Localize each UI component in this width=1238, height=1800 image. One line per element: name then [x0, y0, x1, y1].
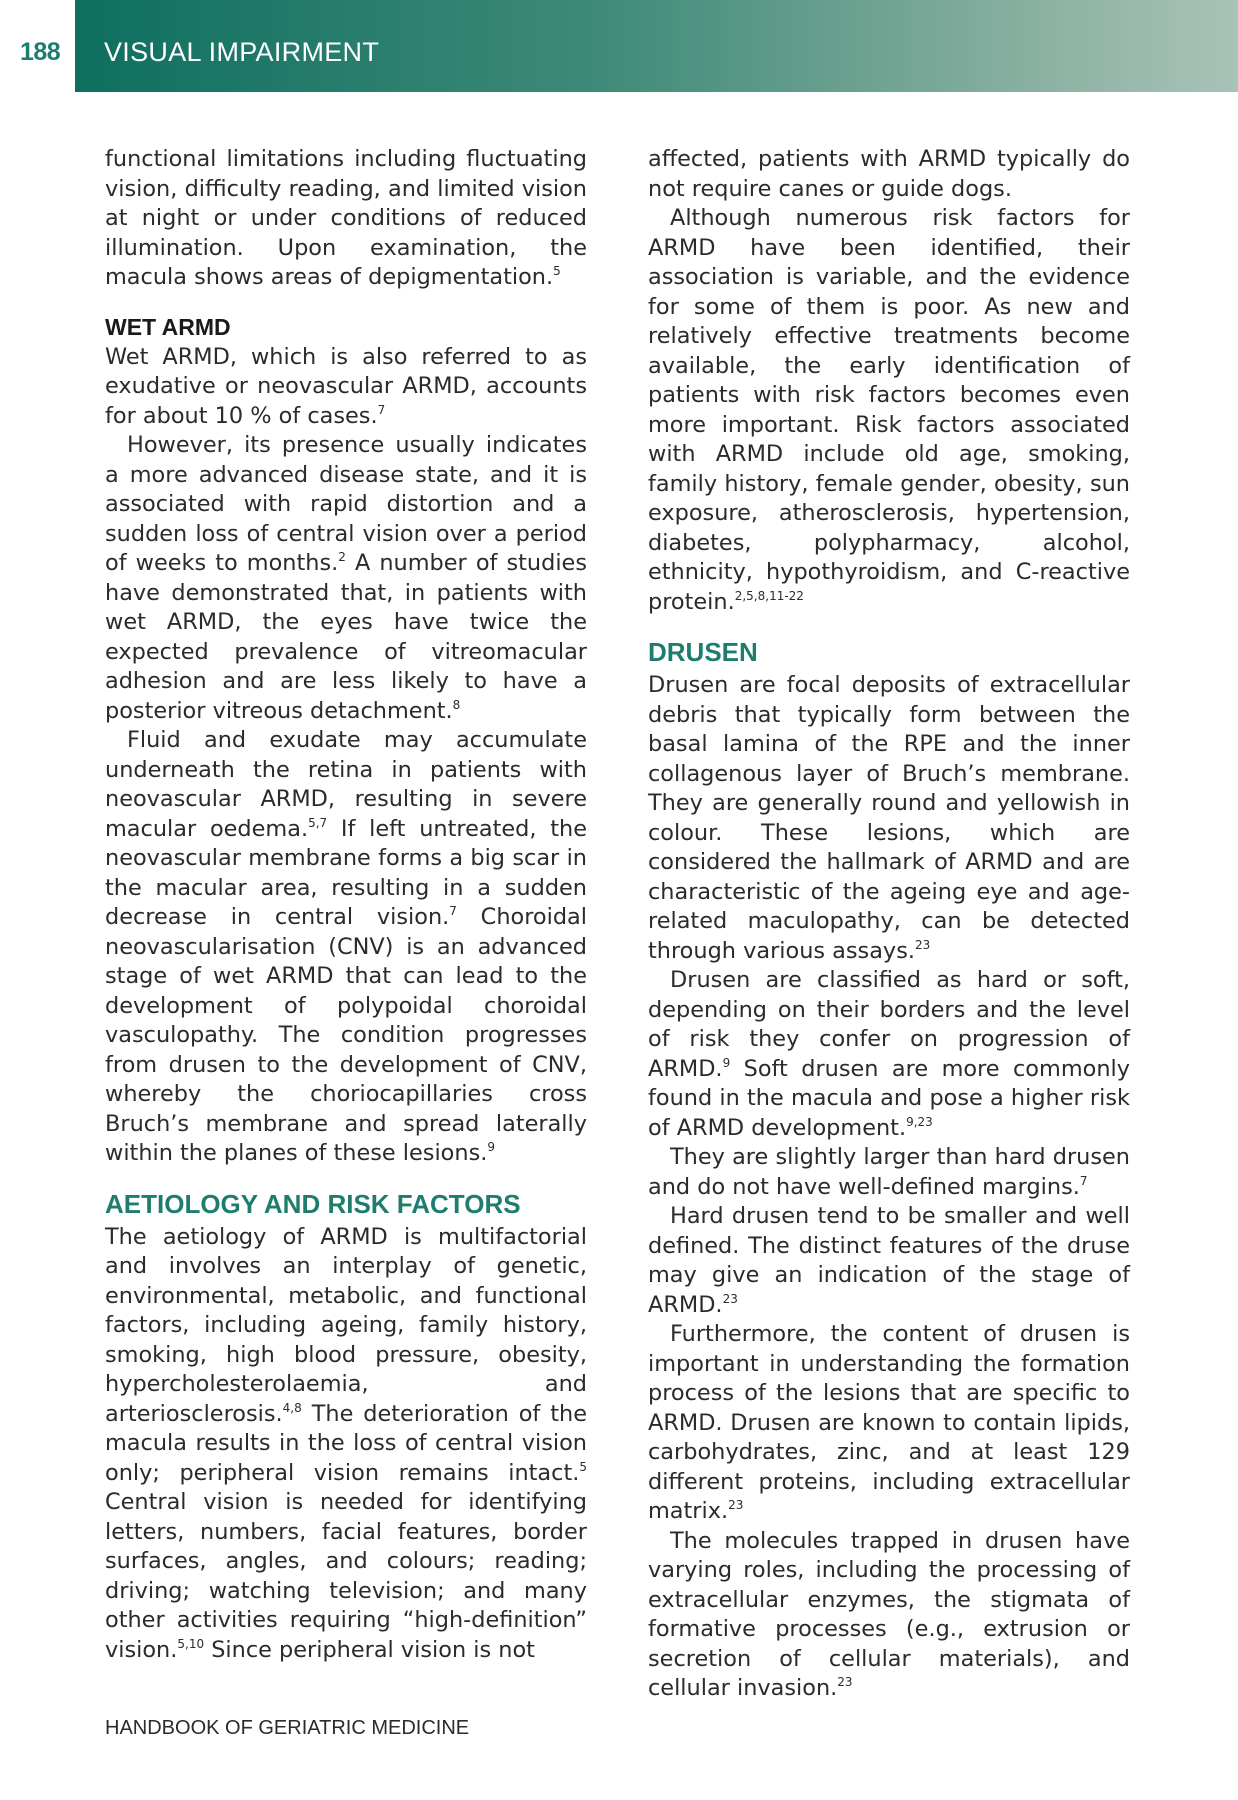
- page-footer: HANDBOOK OF GERIATRIC MEDICINE: [105, 1717, 470, 1739]
- paragraph: Wet ARMD, which is also referred to as exudative or neovascular ARMD, accounts for about 10 % of cases.$^7$: [105, 343, 587, 429]
- running-title: VISUAL IMPAIRMENT: [104, 37, 380, 67]
- left-column: [105, 145, 587, 1665]
- right-column: [648, 145, 1130, 1704]
- paragraph: However, its presence usually indicates a more advanced disease state, and it is associated with rapid distortion and a sudden loss of central vision over a period of weeks to months.$^2$ A number of studies have demonstrated that, in patients with wet ARMD, the eyes have twice the expected prevalence of vitreomacular adhesion and are less likely to have a posterior vitreous detachment.$^8$: [105, 432, 587, 724]
- paragraph: Drusen are focal deposits of extracellular debris that typically form between the basal lamina of the RPE and the inner collagenous layer of Bruch’s membrane. They are generally round and yellowish in colour. These lesions, which are considered the hallmark of ARMD and are characteristic of the ageing eye and age-related maculopathy, can be detected through various assays.$^{23}$: [648, 672, 1130, 964]
- aetiology-heading: AETIOLOGY AND RISK FACTORS: [105, 1188, 521, 1219]
- wet-armd-heading: WET ARMD: [105, 313, 231, 340]
- paragraph: They are slightly larger than hard drusen and do not have well-defined margins.$^7$: [648, 1144, 1130, 1200]
- page-number: 188: [20, 38, 61, 66]
- paragraph: Hard drusen tend to be smaller and well defined. The distinct features of the druse may give an indication of the stage of ARMD.$^{23}$: [648, 1203, 1130, 1318]
- paragraph: Fluid and exudate may accumulate underneath the retina in patients with neovascular ARMD, resulting in severe macular oedema.$^{5,7}$ If left untreated, the neovascular membrane forms a big scar in the macular area, resulting in a sudden decrease in central vision.$^7$ Choroidal neovascularisation (CNV) is an advanced stage of wet ARMD that can lead to the development of polypoidal choroidal vasculopathy. The condition progresses from drusen to the development of CNV, whereby the choriocapillaries cross Bruch’s membrane and spread laterally within the planes of these lesions.$^9$: [105, 727, 587, 1166]
- paragraph: Furthermore, the content of drusen is important in understanding the formation process of the lesions that are specific to ARMD. Drusen are known to contain lipids, carbohydrates, zinc, and at least 129 different proteins, including extracellular matrix.$^{23}$: [648, 1321, 1130, 1524]
- paragraph: Although numerous risk factors for ARMD have been identified, their association is variable, and the evidence for some of them is poor. As new and relatively effective treatments become available, the early identification of patients with risk factors becomes even more important. Risk factors associated with ARMD include old age, smoking, family history, female gender, obesity, sun exposure, atherosclerosis, hypertension, diabetes, polypharmacy, alcohol, ethnicity, hypothyroidism, and C-reactive protein.$^{2,5,8,11-22}$: [648, 205, 1130, 615]
- paragraph: The molecules trapped in drusen have varying roles, including the processing of extracellular enzymes, the stigmata of formative processes (e.g., extrusion or secretion of cellular materials), and cellular invasion.$^{23}$: [648, 1527, 1130, 1701]
- page-header: [0, 0, 1238, 92]
- drusen-heading: DRUSEN: [648, 637, 758, 667]
- paragraph: Drusen are classified as hard or soft, depending on their borders and the level of risk they confer on progression of ARMD.$^9$ Soft drusen are more commonly found in the macula and pose a higher risk of ARMD development.$^{9,23}$: [648, 967, 1130, 1141]
- paragraph: The aetiology of ARMD is multifactorial and involves an interplay of genetic, environmental, metabolic, and functional factors, including ageing, family history, smoking, high blood pressure, obesity, hypercholesterolaemia, and arteriosclerosis.$^{4,8}$ The deterioration of the macula results in the loss of central vision only; peripheral vision remains intact.$^5$ Central vision is needed for identifying letters, numbers, facial features, border surfaces, angles, and colours; reading; driving; watching television; and many other activities requiring “high-definition” vision.$^{5,10}$ Since peripheral vision is not: [105, 1223, 587, 1663]
- paragraph: functional limitations including fluctuating vision, difficulty reading, and limited vision at night or under conditions of reduced illumination. Upon examination, the macula shows areas of depigmentation.$^5$: [105, 146, 587, 290]
- paragraph: affected, patients with ARMD typically do not require canes or guide dogs.: [648, 146, 1130, 202]
